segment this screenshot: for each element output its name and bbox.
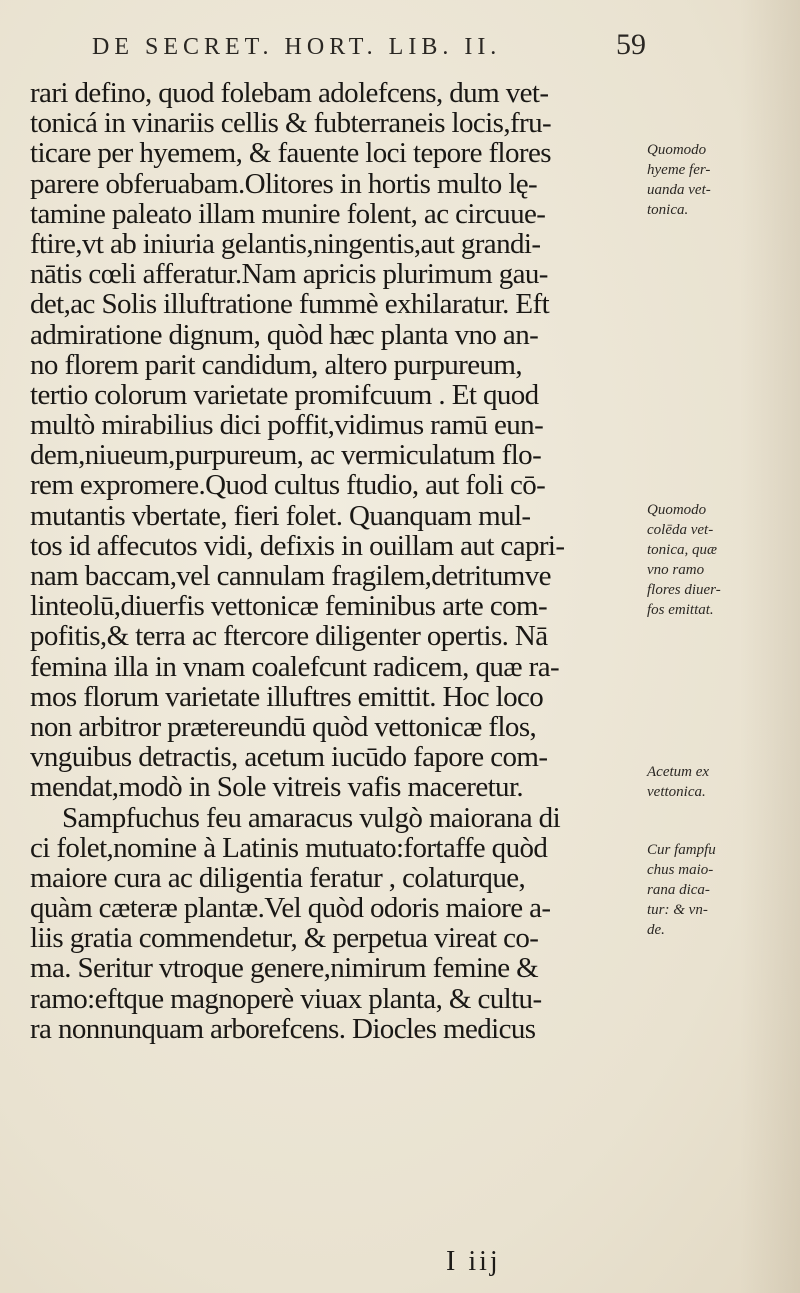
text-line: no florem parit candidum, altero purpureum, [30, 348, 523, 381]
running-title: DE SECRET. HORT. LIB. II. [92, 34, 502, 60]
text-line: tamine paleato illam munire folent, ac circuue- [30, 197, 546, 230]
running-head [92, 28, 652, 68]
text-line: ci folet,nomine à Latinis mutuato:fortaffe quòd [30, 831, 548, 864]
text-line: dem,niueum,purpureum, ac vermiculatum flo- [30, 439, 542, 472]
text-line: multò mirabilius dici poffit,vidimus ramū eun- [30, 409, 544, 442]
text-line: det,ac Solis illuftratione fummè exhilaratur. Eft [30, 288, 550, 321]
text-line: ftire,vt ab iniuria gelantis,ningentis,aut grandi- [30, 227, 541, 260]
text-line: nātis cœli afferatur.Nam apricis plurimum gau- [30, 258, 548, 291]
text-line: ma. Seritur vtroque genere,nimirum femine & [30, 952, 539, 985]
text-line: parere obferuabam.Olitores in hortis multo lę- [30, 167, 538, 200]
text-line: nam baccam,vel cannulam fragilem,detritumve [30, 560, 551, 592]
text-line: mos florum varietate illuftres emittit. Hoc loco [30, 680, 544, 713]
text-line: ramo:eftque magnoperè viuax planta, & cultu- [30, 982, 542, 1015]
text-line: tonicá in vinariis cellis & fubterraneis locis,fru- [30, 107, 552, 140]
page-number: 59 [616, 28, 646, 61]
text-line: linteolū,diuerfis vettonicæ feminibus arte com- [30, 590, 548, 623]
text-line: vnguibus detractis, acetum iucūdo fapore com- [30, 741, 548, 774]
text-line: tertio colorum varietate promifcuum . Et quod [30, 378, 539, 411]
text-line: ticare per hyemem, & fauente loci tepore flores [30, 137, 551, 170]
text-line: rari defino, quod folebam adolefcens, dum vet- [30, 77, 549, 109]
text-line: ra nonnunquam arborefcens. Diocles medicus [30, 1012, 536, 1045]
margin-note-winter-care: Quomodo hyeme fer- uanda vet- tonica. [647, 142, 711, 218]
text-line: mendat,modò in Sole vitreis vafis maceretur. [30, 771, 524, 804]
main-text [30, 78, 630, 1044]
margin-note-vinegar: Acetum ex vettonica. [647, 764, 710, 800]
margin-note-marjoram: Cur fampfu chus maio- rana dica- tur: & vn- de. [647, 842, 716, 938]
text-line-paragraph-start: Sampfuchus feu amaracus vulgò maiorana di [62, 801, 561, 834]
text-line: tos id affecutos vidi, defixis in ouillam aut capri- [30, 529, 565, 562]
text-line: admiratione dignum, quòd hæc planta vno an- [30, 318, 539, 351]
text-line: rem expromere.Quod cultus ftudio, aut foli cō- [30, 469, 546, 502]
text-line: quàm cæteræ plantæ.Vel quòd odoris maiore a- [30, 892, 551, 925]
page-edge-shadow [740, 0, 800, 1293]
text-line: femina illa in vnam coalefcunt radicem, quæ ra- [30, 650, 560, 683]
text-line: liis gratia commendetur, & perpetua vireat co- [30, 922, 539, 955]
margin-note-cultivation: Quomodo colēda vet- tonica, quæ vno ramo flores diuer- fos emittat. [647, 502, 721, 618]
text-line: non arbitror prætereundū quòd vettonicæ flos, [30, 710, 537, 743]
signature-mark: I iij [446, 1246, 501, 1277]
text-line: pofitis,& terra ac ftercore diligenter opertis. Nā [30, 620, 548, 653]
text-line: mutantis vbertate, fieri folet. Quanquam mul- [30, 499, 531, 532]
text-line: maiore cura ac diligentia feratur , colaturque, [30, 861, 526, 894]
